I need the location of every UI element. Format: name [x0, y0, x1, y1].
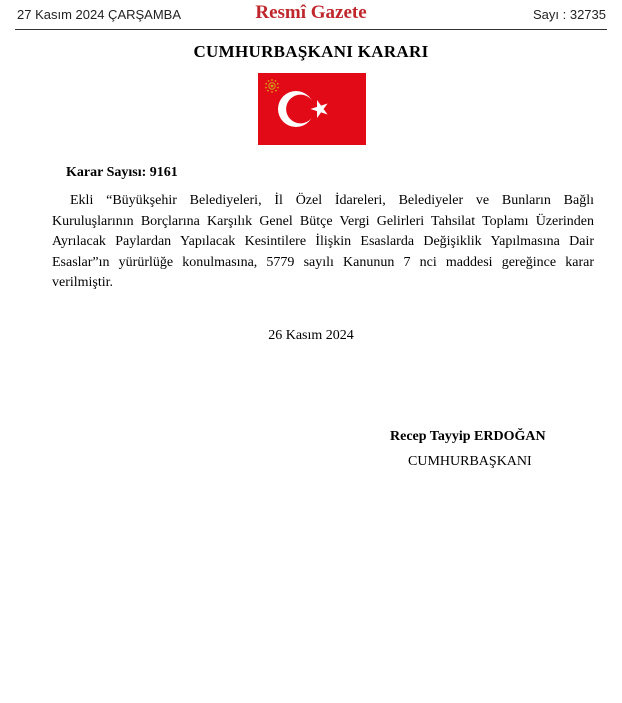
signatory-surname: ERDOĞAN: [474, 429, 546, 444]
decree-heading: CUMHURBAŞKANI KARARI: [193, 42, 429, 61]
signatory-given-name: Recep Tayyip: [390, 429, 475, 444]
decree-number: Karar Sayısı: 9161: [66, 165, 178, 180]
signatory-name: [390, 429, 546, 445]
decree-date: 26 Kasım 2024: [268, 328, 354, 343]
gazette-title: Resmî Gazete: [255, 2, 367, 23]
decree-body-text: Ekli “Büyükşehir Belediyeleri, İl Özel İdareleri, Belediyeler ve Bunların Bağlı Kuruluşlarının Borçlarına Karşılık Genel Bütçe Vergi Gelirleri Tahsilat Toplamı Üzerinden Ayrılacak Paylardan Yapılacak Kesintilere İlişkin Esaslarda Değişiklik Yapılmasına Dair Esaslar”ın yürürlüğe konulmasına, 5779 sayılı Kanunun 7 nci maddesi gereğince karar verilmiştir.: [52, 193, 594, 290]
issue-number: Sayı : 32735: [533, 7, 606, 22]
signatory-title: CUMHURBAŞKANI: [408, 454, 532, 469]
gazette-header: [0, 0, 622, 34]
header-divider: [15, 29, 607, 30]
turkish-flag-icon: [258, 73, 366, 145]
issue-date: 27 Kasım 2024 ÇARŞAMBA: [17, 7, 182, 22]
